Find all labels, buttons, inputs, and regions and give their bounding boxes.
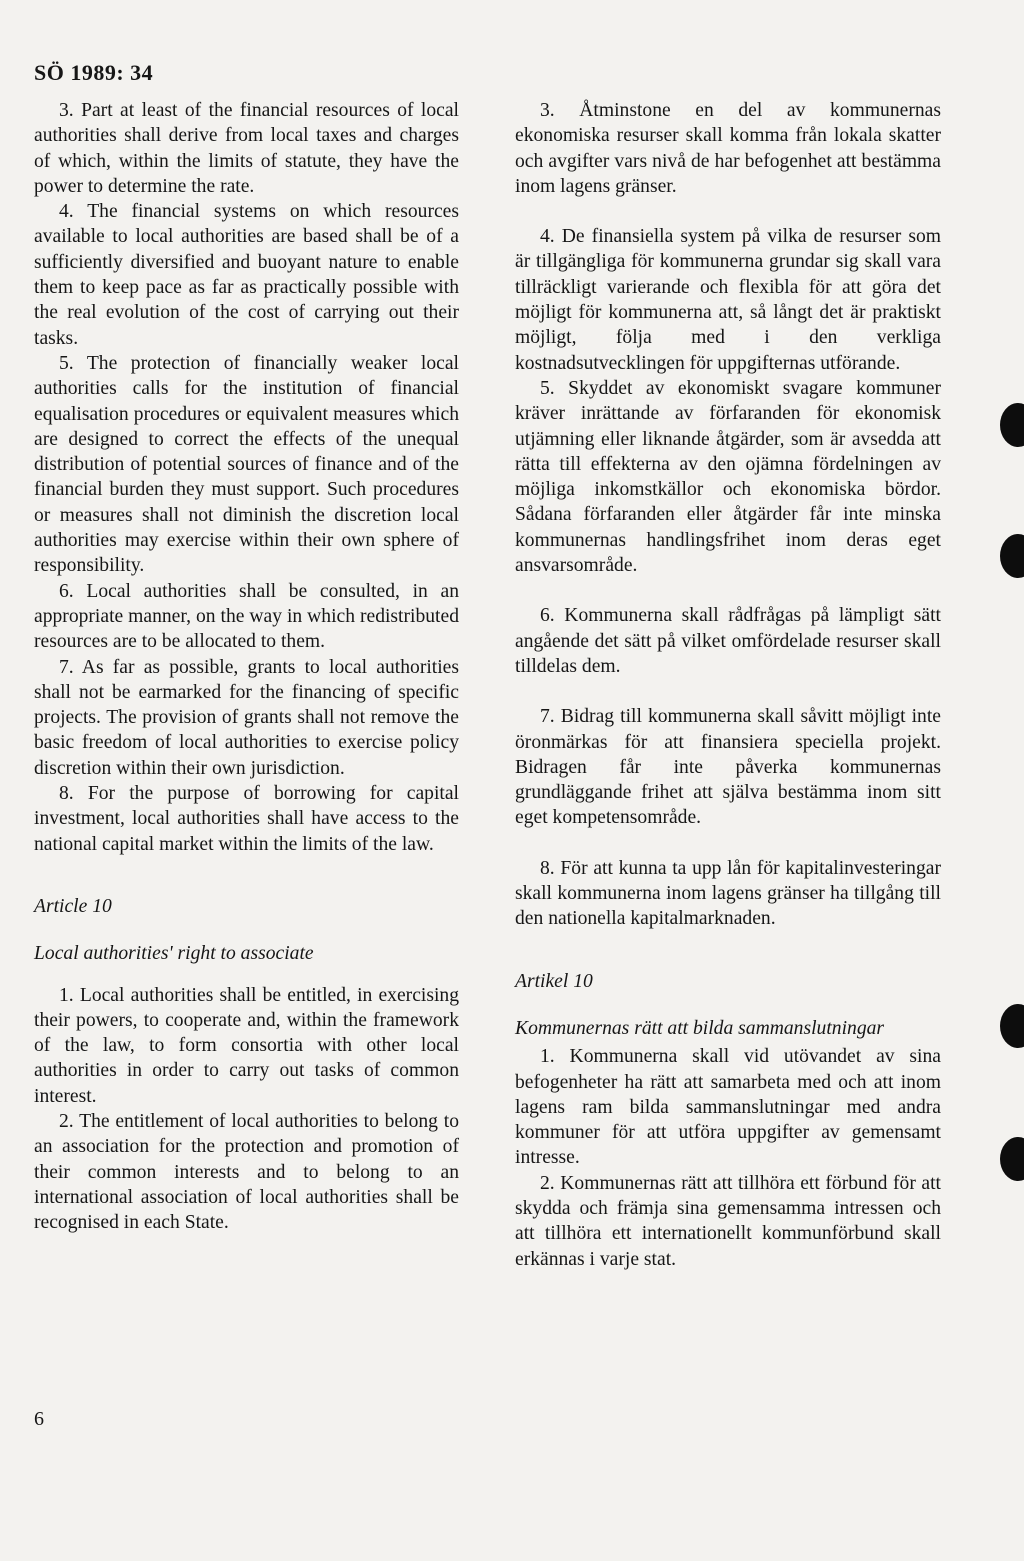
stycke-3: 3. Åtminstone en del av kommunernas ekonomiska resurser skall komma från lokala skatter och avgifter vars nivå de har befogenhet att bestämma inom lagens gränser.: [515, 100, 941, 197]
document-header: SÖ 1989: 34: [34, 60, 154, 85]
binder-hole-mark: [1000, 534, 1024, 578]
binder-hole-mark: [1000, 1137, 1024, 1181]
binder-hole-mark: [1000, 403, 1024, 447]
paragraph-5: 5. The protection of financially weaker local authorities calls for the institution of financial equalisation procedures or equivalent measures which are designed to correct the effects of the unequal distribution of potential sources of finance and of the financial burden they must support. Such procedures or measures shall not diminish the discretion local authorities may exercise within their own sphere of responsibility.: [34, 352, 459, 577]
artikel-stycke-2: 2. Kommunernas rätt att tillhöra ett förbund för att skydda och främja sina gemensamma intressen och att tillhöra ett internationellt kommunförbund skall erkännas i varje stat.: [515, 1172, 941, 1270]
stycke-7: 7. Bidrag till kommunerna skall såvitt möjligt inte öronmärkas för att finansiera speciella projekt. Bidragen får inte påverka kommunernas grundläggande frihet att själva bestämma inom sitt eget kompetensområde.: [515, 706, 941, 829]
paragraph-8: 8. For the purpose of borrowing for capital investment, local authorities shall have access to the national capital market within the limits of the law.: [34, 783, 459, 855]
page-number: 6: [34, 1408, 44, 1430]
artikel-stycke-1: 1. Kommunerna skall vid utövandet av sina befogenheter ha rätt att samarbeta med och att inom lagens ram bilda sammanslutningar med andra kommuner för att utföra uppgifter av gemensamt intresse.: [515, 1046, 941, 1169]
stycke-8: 8. För att kunna ta upp lån för kapitalinvesteringar skall kommunerna inom lagens gränser ha tillgång till den nationella kapitalmarknaden.: [515, 857, 941, 930]
paragraph-3: 3. Part at least of the financial resources of local authorities shall derive from local taxes and charges of which, within the limits of statute, they have the power to determine the rate.: [34, 100, 459, 197]
paragraph-6: 6. Local authorities shall be consulted, in an appropriate manner, on the way in which redistributed resources are to be allocated to them.: [34, 580, 459, 653]
stycke-4: 4. De finansiella system på vilka de resurser som är tillgängliga för kommunerna grundar sig skall vara tillräckligt varierande och flexibla för att göra det möjligt för kommunerna att, så långt det är praktiskt möjligt, följa med i den verkliga kostnadsutvecklingen för uppgifternas utförande.: [515, 226, 941, 374]
swedish-column: [515, 98, 941, 1272]
artikel-label: Artikel 10: [515, 970, 593, 992]
english-column: [34, 98, 459, 1235]
article-paragraph-2: 2. The entitlement of local authorities to belong to an association for the protection and promotion of their common interests and to belong to an international association of local authorities shall be recognised in each State.: [34, 1110, 459, 1234]
paragraph-4: 4. The financial systems on which resources available to local authorities are based shall be of a sufficiently diversified and buoyant nature to enable them to keep pace as far as practically possible with the real evolution of the cost of carrying out their tasks.: [34, 201, 459, 349]
article-heading: Local authorities' right to associate: [34, 943, 314, 965]
binder-hole-mark: [1000, 1004, 1024, 1048]
artikel-heading: Kommunernas rätt att bilda sammanslutningar: [515, 1017, 885, 1039]
stycke-6: 6. Kommunerna skall rådfrågas på lämpligt sätt angående det sätt på vilket omfördelade resurser skall tilldelas dem.: [515, 605, 941, 677]
article-paragraph-1: 1. Local authorities shall be entitled, in exercising their powers, to cooperate and, within the framework of the law, to form consortia with other local authorities in order to carry out tasks of common interest.: [34, 984, 459, 1107]
paragraph-7: 7. As far as possible, grants to local authorities shall not be earmarked for the financing of specific projects. The provision of grants shall not remove the basic freedom of local authorities to exercise policy discretion within their own jurisdiction.: [34, 656, 459, 779]
article-label: Article 10: [34, 895, 112, 917]
stycke-5: 5. Skyddet av ekonomiskt svagare kommuner kräver inrättande av förfaranden för ekonomisk utjämning eller liknande åtgärder, som är avsedda att rätta till effekterna av den ojämna fördelningen av möjliga inkomstkällor och ekonomiska bördor. Sådana förfaranden eller åtgärder får inte minska kommunernas handlingsfrihet inom deras eget ansvarsområde.: [515, 377, 941, 577]
